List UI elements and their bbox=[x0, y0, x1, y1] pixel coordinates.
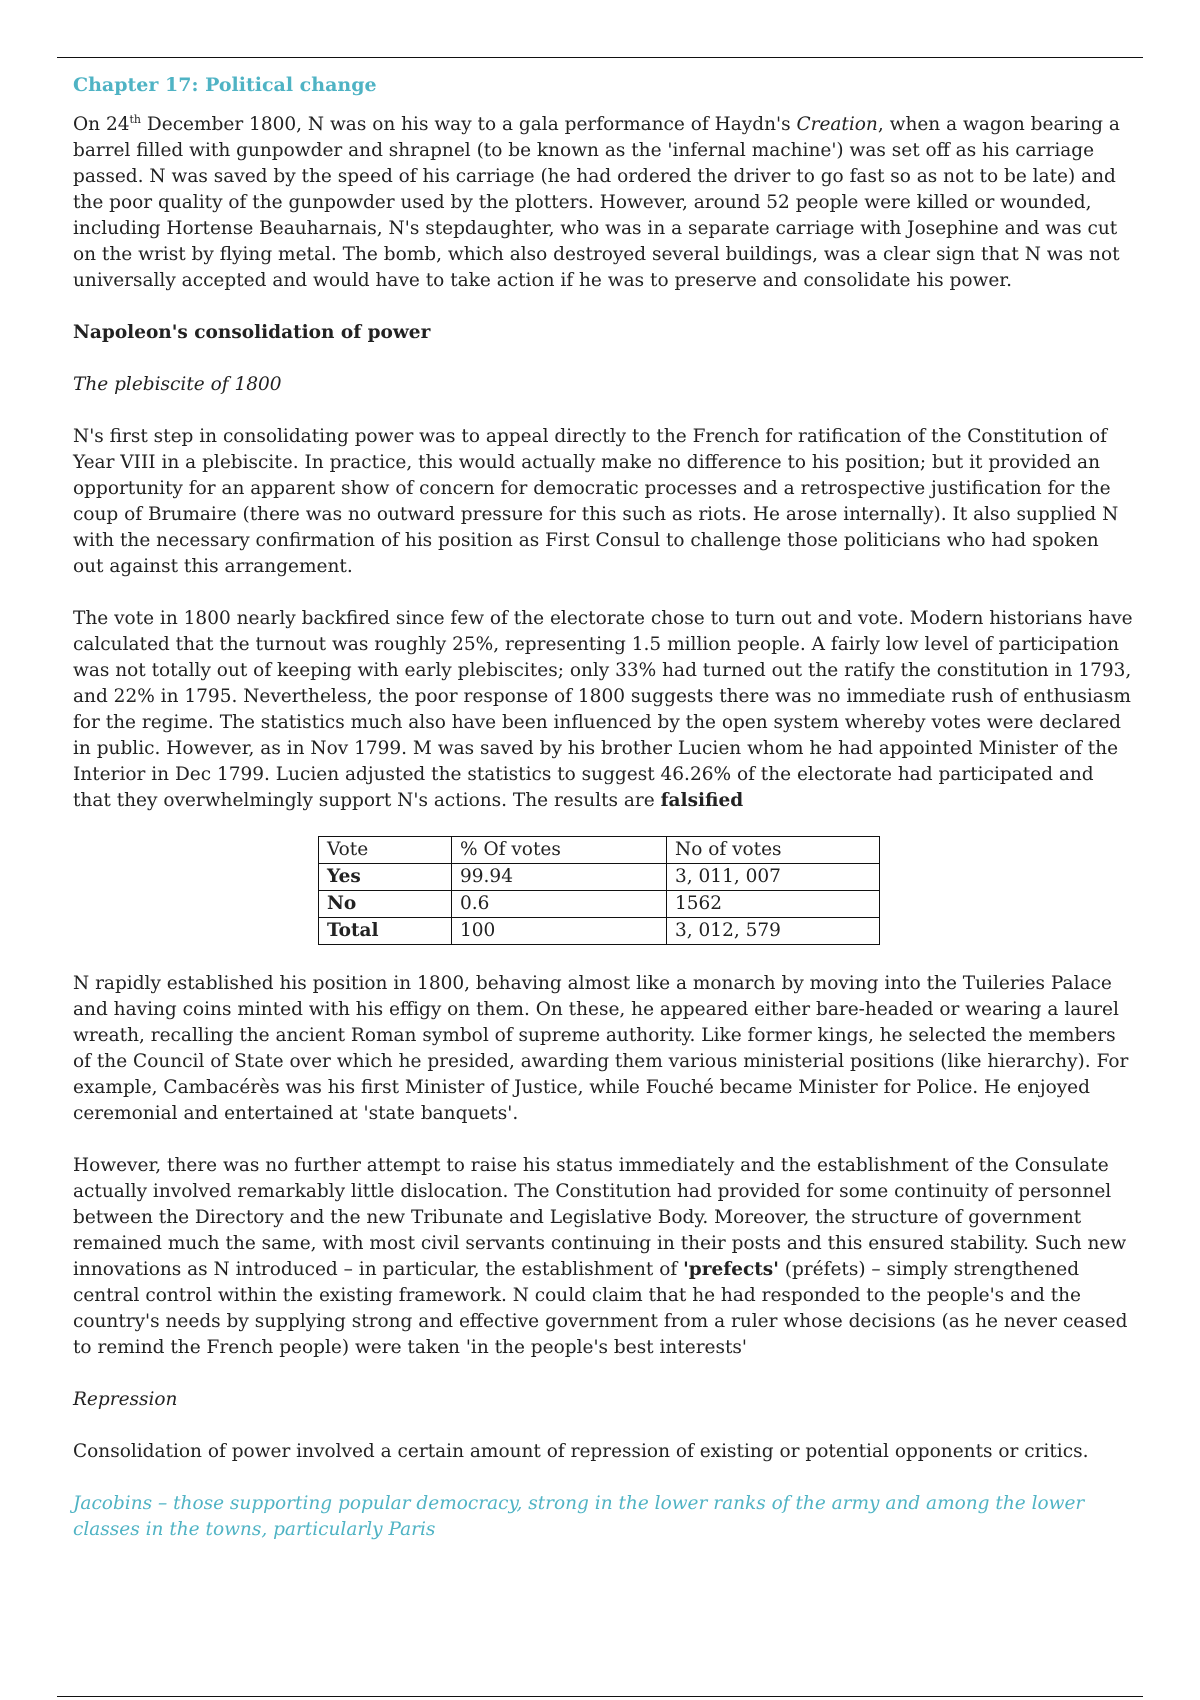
monarch-paragraph: N rapidly established his position in 1800, behaving almost like a monarch by moving into the Tuileries Palace and having coins minted with his effigy on them. On these, he appeared either bare-headed or wearing a laurel wreath, recalling the ancient Roman symbol of supreme authority. Like former kings, he selected the members of the Council of State over which he presided, awarding them various ministerial positions (like hierarchy). For example, Cambacérès was his first Minister of Justice, while Fouché became Minister for Police. He enjoyed ceremonial and entertained at 'state banquets'. bbox=[73, 973, 1129, 1124]
falsified-emphasis: falsified bbox=[660, 790, 744, 811]
chapter-title: Chapter 17: Political change bbox=[73, 74, 377, 96]
cell-vote: Total bbox=[319, 918, 452, 945]
cell-vote: No bbox=[319, 891, 452, 918]
repression-paragraph: Consolidation of power involved a certain amount of repression of existing or potential opponents or critics. bbox=[73, 1441, 1089, 1462]
intro-end: , when a wagon bearing a barrel filled with gunpowder and shrapnel (to be known as the 'infernal machine') was set off as his carriage passed. N was saved by the speed of his carriage (he had ordered the driver to go fast so as not to be late) and the poor quality of the gunpowder used by the plotters. However, around 52 people were killed or wounded, including Hortense Beauharnais, N's stepdaughter, who was in a separate carriage with Josephine and was cut on the wrist by flying metal. The bomb, which also destroyed several buildings, was a clear sign that N was not universally accepted and would have to take action if he was to preserve and consolidate his power. bbox=[73, 114, 1120, 291]
intro-middle: December 1800, N was on his way to a gala performance of Haydn's bbox=[141, 114, 797, 135]
bottom-rule bbox=[57, 1696, 1143, 1697]
table-row bbox=[319, 891, 880, 918]
plebiscite-paragraph-2-text: The vote in 1800 nearly backfired since few of the electorate chose to turn out and vote. Modern historians have calculated that the turnout was roughly 25%, representing 1.5 million people. A fairly low level of participation was not totally out of keeping with early plebiscites; only 33% had turned out the ratify the constitution in 1793, and 22% in 1795. Nevertheless, the poor response of 1800 suggests there was no immediate rush of enthusiasm for the regime. The statistics much also have been influenced by the open system whereby votes were declared in public. However, as in Nov 1799. M was saved by his brother Lucien whom he had appointed Minister of the Interior in Dec 1799. Lucien adjusted the statistics to suggest 46.26% of the electorate had participated and that they overwhelmingly support N's actions. The results are bbox=[73, 608, 1133, 811]
cell-count: 3, 011, 007 bbox=[667, 864, 880, 891]
continuity-after: (préfets) – simply strengthened central control within the existing framework. N could claim that he had responded to the people's and the country's needs by supplying strong and effective government from a ruler whose decisions (as he never ceased to remind the French people) were taken 'in the people's best interests' bbox=[73, 1259, 1128, 1358]
work-title: Creation bbox=[796, 114, 878, 135]
subheading-repression: Repression bbox=[73, 1389, 178, 1410]
plebiscite-paragraph-1: N's first step in consolidating power was to appeal directly to the French for ratification of the Constitution of Year VIII in a plebiscite. In practice, this would actually make no difference to his position; but it provided an opportunity for an apparent show of concern for democratic processes and a retrospective justification for the coup of Brumaire (there was no outward pressure for this such as riots. He arose internally). It also supplied N with the necessary confirmation of his position as First Consul to challenge those politicians who had spoken out against this arrangement. bbox=[73, 426, 1119, 577]
table-header-row bbox=[319, 837, 880, 864]
cell-vote: Yes bbox=[319, 864, 452, 891]
intro-start: On 24 bbox=[73, 114, 130, 135]
table-row bbox=[319, 918, 880, 945]
jacobins-note: Jacobins – those supporting popular democracy, strong in the lower ranks of the army and among the lower classes in the towns, particularly Paris bbox=[73, 1493, 1085, 1540]
prefects-emphasis: 'prefects' bbox=[683, 1259, 779, 1280]
header-percent: % Of votes bbox=[452, 837, 667, 864]
cell-percent: 100 bbox=[452, 918, 667, 945]
top-rule bbox=[57, 57, 1143, 58]
header-vote: Vote bbox=[319, 837, 452, 864]
subheading-plebiscite: The plebiscite of 1800 bbox=[73, 374, 282, 395]
cell-count: 1562 bbox=[667, 891, 880, 918]
cell-count: 3, 012, 579 bbox=[667, 918, 880, 945]
document-body bbox=[73, 72, 1133, 1543]
continuity-before: However, there was no further attempt to raise his status immediately and the establishment of the Consulate actually involved remarkably little dislocation. The Constitution had provided for some continuity of personnel between the Directory and the new Tribunate and Legislative Body. Moreover, the structure of government remained much the same, with most civil servants continuing in their posts and this ensured stability. Such new innovations as N introduced – in particular, the establishment of bbox=[73, 1155, 1127, 1280]
table-row bbox=[319, 864, 880, 891]
header-count: No of votes bbox=[667, 837, 880, 864]
cell-percent: 99.94 bbox=[452, 864, 667, 891]
cell-percent: 0.6 bbox=[452, 891, 667, 918]
intro-paragraph bbox=[73, 112, 1133, 294]
section-heading: Napoleon's consolidation of power bbox=[73, 322, 431, 343]
vote-table bbox=[318, 836, 880, 945]
continuity-paragraph bbox=[73, 1153, 1133, 1361]
plebiscite-paragraph-2 bbox=[73, 606, 1133, 814]
ordinal-suffix: th bbox=[129, 112, 142, 126]
